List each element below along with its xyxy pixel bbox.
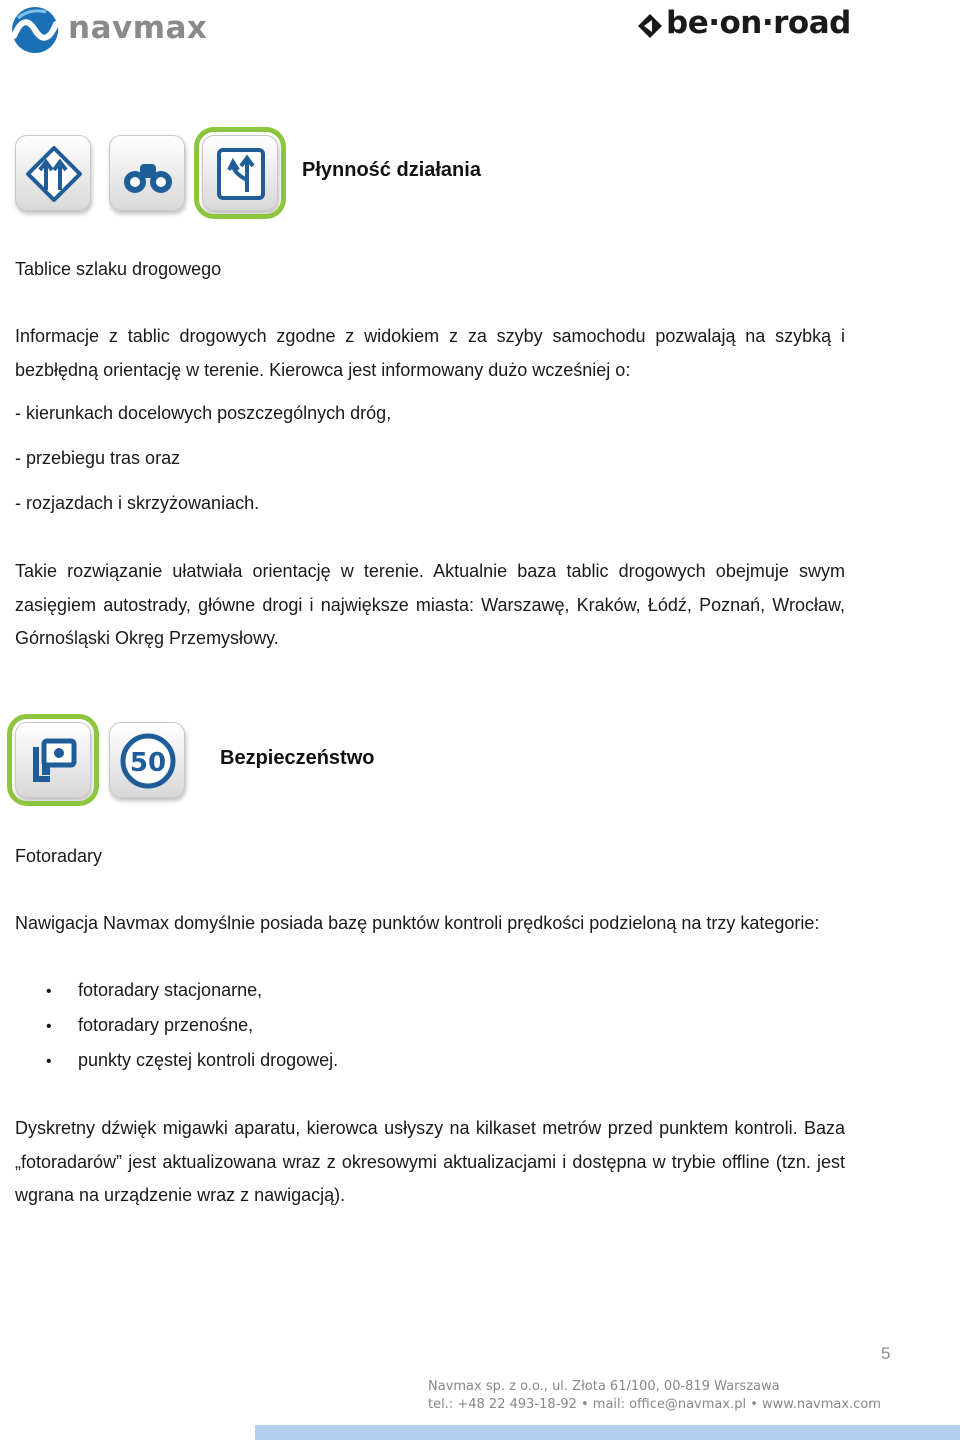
section-subtitle-speed-cameras: Fotoradary [15, 846, 103, 866]
section-title-safety: Bezpieczeństwo [220, 747, 375, 769]
footer-address: Navmax sp. z o.o., ul. Złota 61/100, 00-819 Warszawa [428, 1379, 780, 1394]
speed-limit-icon [109, 722, 185, 798]
paragraph-speed-cameras-details: Dyskretny dźwięk migawki aparatu, kierowca usłyszy na kilkaset metrów przed punktem kontroli. Baza „fotoradarów” jest aktualizowana wraz z okresowymi aktualizacjami i dostępna w trybie offline (tzn. jest wgrana na urządzenie wraz z nawigacją). [15, 1118, 845, 1205]
section-title-performance: Płynność działania [302, 159, 481, 181]
bullet-text: punkty częstej kontroli drogowej. [78, 1050, 339, 1070]
list-item: • punkty częstej kontroli drogowej. [46, 1050, 339, 1070]
lanes-merge-icon [15, 135, 91, 211]
list-item: - przebiegu tras oraz [15, 448, 181, 468]
list-item: - rozjazdach i skrzyżowaniach. [15, 493, 260, 513]
navmax-logo-text: navmax [68, 10, 208, 46]
beonroad-logo-text: be·on·road [666, 5, 851, 41]
footer-contact [428, 1378, 881, 1413]
footer-bar [255, 1425, 960, 1440]
navmax-logo [10, 4, 210, 54]
page-number: 5 [881, 1344, 891, 1363]
speed-camera-icon[interactable] [15, 722, 91, 798]
paragraph-road-signs-coverage: Takie rozwiązanie ułatwiała orientację w terenie. Aktualnie baza tablic drogowych obejmuje swym zasięgiem autostrady, główne drogi i największe miasta: Warszawę, Kraków, Łódź, Poznań, Wrocław, Górnośląski Okręg Przemysłowy. [15, 561, 845, 648]
road-sign-turn-icon[interactable] [202, 135, 278, 211]
section-subtitle-road-signs: Tablice szlaku drogowego [15, 259, 222, 279]
beonroad-logo [636, 4, 856, 44]
list-item: • fotoradary stacjonarne, [46, 980, 263, 1000]
navmax-globe-icon [10, 4, 62, 56]
footer-contacts: tel.: +48 22 493-18-92 • mail: office@navmax.pl • www.navmax.com [428, 1396, 881, 1412]
list-item: - kierunkach docelowych poszczególnych dróg, [15, 403, 392, 423]
bullet-text: fotoradary stacjonarne, [78, 980, 263, 1000]
binoculars-icon [109, 135, 185, 211]
speed-limit-value: 50 [129, 748, 167, 778]
bullet-text: fotoradary przenośne, [78, 1015, 254, 1035]
diamond-arrow-icon [636, 12, 664, 44]
list-item: • fotoradary przenośne, [46, 1015, 254, 1035]
paragraph-speed-cameras-intro: Nawigacja Navmax domyślnie posiada bazę punktów kontroli prędkości podzieloną na trzy kategorie: [15, 913, 820, 933]
page-header [0, 0, 960, 60]
paragraph-road-signs-intro: Informacje z tablic drogowych zgodne z widokiem z za szyby samochodu pozwalają na szybką i bezbłędną orientację w terenie. Kierowca jest informowany dużo wcześniej o: [15, 326, 845, 380]
